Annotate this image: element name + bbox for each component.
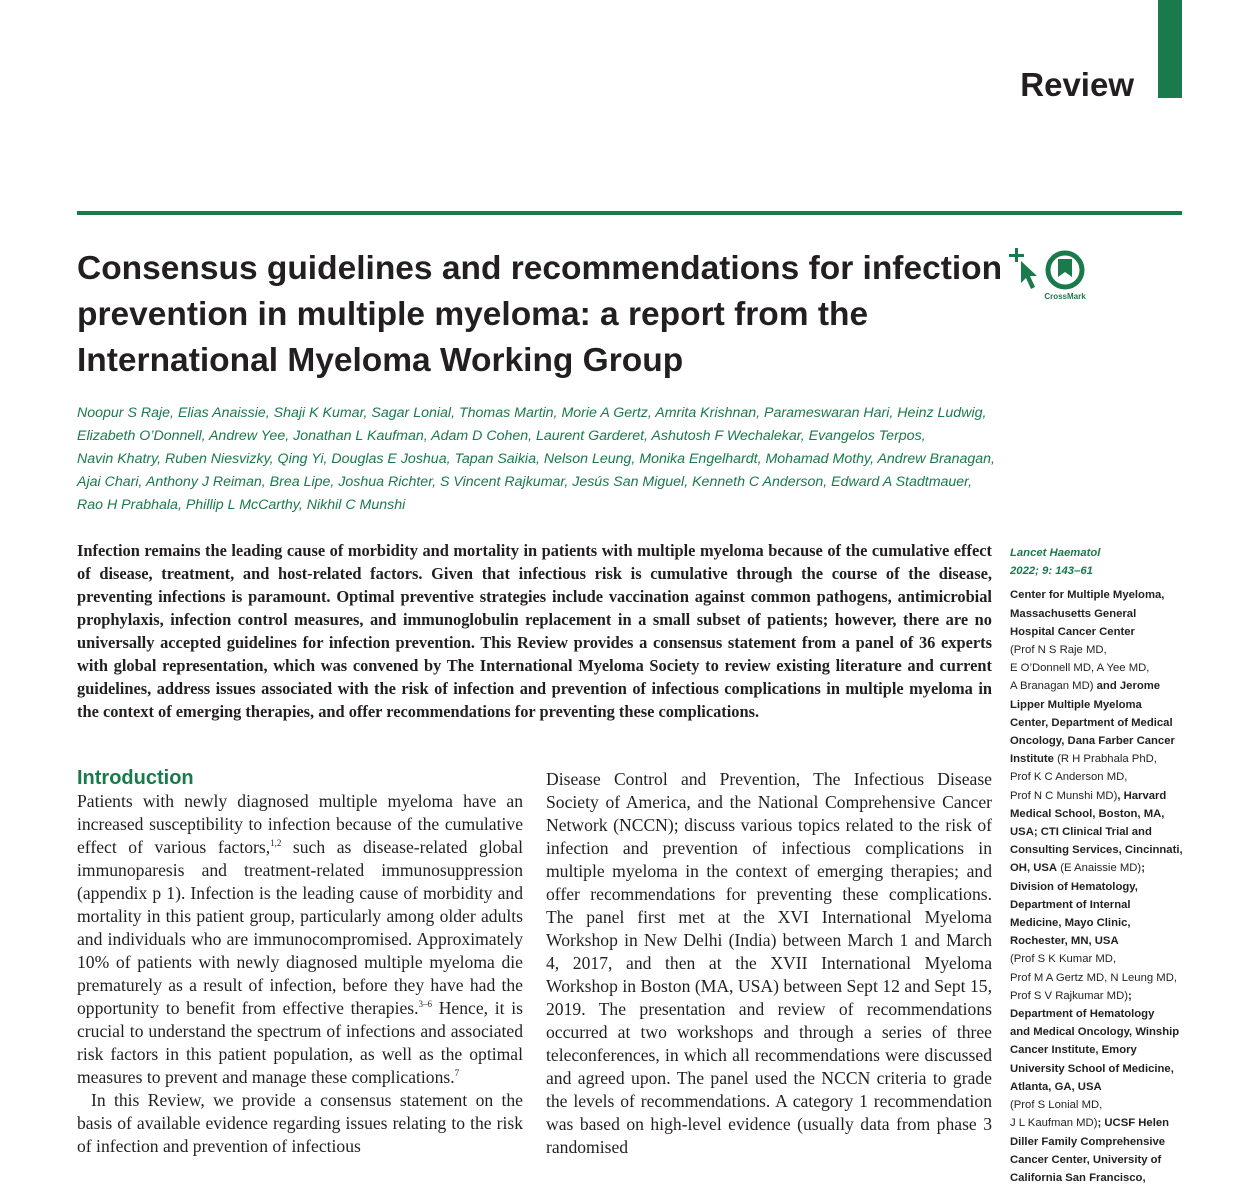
intro-paragraph-2: In this Review, we provide a consensus statement on the basis of available evidence regarding issues relating to the risk of infection and prevention of infectious — [77, 1090, 523, 1156]
affiliation-line: Cancer Institute, Emory — [1010, 1044, 1137, 1057]
reference-superscript[interactable]: 3–6 — [418, 999, 433, 1009]
affiliation-line: USA; CTI Clinical Trial and — [1010, 826, 1152, 839]
affiliation-line: Cancer Center, University of — [1010, 1153, 1162, 1166]
intro-text: Hence, it is crucial to understand the spectrum of infections and associated risk factors in this patient population, as well as the optimal measures to prevent and manage these complications. — [77, 998, 523, 1087]
affiliation-list — [1010, 586, 1188, 1187]
affiliation-line: and Medical Oncology, Winship — [1010, 1026, 1180, 1039]
affiliation-line: University School of Medicine, — [1010, 1062, 1174, 1075]
body-column-left — [77, 766, 523, 1158]
intro-paragraph-1 — [77, 790, 523, 1089]
abstract: Infection remains the leading cause of morbidity and mortality in patients with multiple myeloma because of the cumulative effect of disease, treatment, and host-related factors. Given that infectious risk is cumulative through the course of the disease, preventing infections is paramount. Optimal preventive strategies include vaccination against common pathogens, antimicrobial prophylaxis, infection control measures, and immunoglobulin replacement in a small subset of patients; however, there are no universally accepted guidelines for infection prevention. This Review provides a consensus statement from a panel of 36 experts with global representation, which was convened by The International Myeloma Society to review existing literature and current guidelines, address issues associated with the risk of infection and prevention of infectious complications in multiple myeloma in the context of emerging therapies, and offer recommendations for preventing these complications. — [77, 541, 992, 721]
affiliation-line: Division of Hematology, — [1010, 880, 1138, 893]
affiliation-line: Consulting Services, Cincinnati, — [1010, 844, 1183, 857]
author-line: Ajai Chari, Anthony J Reiman, Brea Lipe, Joshua Richter, S Vincent Rajkumar, Jesús San Miguel, Kenneth C Anderson, Edward A Stadtmauer, — [77, 474, 973, 490]
affiliation-line: Prof M A Gertz MD, N Leung MD, — [1010, 971, 1177, 984]
author-line: Noopur S Raje, Elias Anaissie, Shaji K Kumar, Sagar Lonial, Thomas Martin, Morie A Gertz, Amrita Krishnan, Parameswaran Hari, Heinz Ludwig, — [77, 405, 987, 421]
title-line-2: prevention in multiple myeloma: a report from the — [77, 296, 869, 333]
author-list — [77, 402, 997, 517]
article-title — [77, 246, 1003, 384]
citation[interactable] — [1010, 544, 1188, 580]
affiliation-line: California San Francisco, — [1010, 1171, 1146, 1184]
affiliation-line: Department of Hematology — [1010, 1008, 1155, 1021]
affiliation-line: A Branagan MD) and Jerome — [1010, 680, 1161, 693]
affiliation-line: Medical School, Boston, MA, — [1010, 807, 1165, 820]
affiliation-line: Diller Family Comprehensive — [1010, 1135, 1166, 1148]
body-paragraph: Disease Control and Prevention, The Infectious Disease Society of America, and the National Comprehensive Cancer Network (NCCN); discuss various topics related to the risk of infection and prevention of infectious complications in multiple myeloma in the context of emerging therapies; and offer recommendations for preventing these complications. The panel first met at the XVI International Myeloma Workshop in New Delhi (India) between March 1 and March 4, 2017, and then at the XVII International Myeloma Workshop in Boston (MA, USA) between Sept 12 and Sept 15, 2019. The presentation and review of recommendations occurred at two workshops and through a series of three teleconferences, in which all recommendations were discussed and agreed upon. The panel used the NCCN criteria to grade the levels of recommendations. A category 1 recommendation was based on high-level evidence (usually data from phase 3 randomised — [546, 769, 992, 1157]
affiliation-line: OH, USA (E Anaissie MD); — [1010, 862, 1145, 875]
affiliation-line: (Prof S K Kumar MD, — [1010, 953, 1117, 966]
author-line: Elizabeth O’Donnell, Andrew Yee, Jonathan L Kaufman, Adam D Cohen, Laurent Garderet, Ashutosh F Wechalekar, Evangelos Terpos, — [77, 428, 926, 444]
section-heading-introduction: Introduction — [77, 767, 194, 789]
author-line: Rao H Prabhala, Phillip L McCarthy, Nikhil C Munshi — [77, 497, 406, 513]
affiliation-line: Lipper Multiple Myeloma — [1010, 698, 1142, 711]
affiliation-line: Prof K C Anderson MD, — [1010, 771, 1128, 784]
citation-volume: 2022; 9: 143–61 — [1010, 565, 1093, 578]
author-line: Navin Khatry, Ruben Niesvizky, Qing Yi, Douglas E Joshua, Tapan Saikia, Nelson Leung, Monika Engelhardt, Mohamad Mothy, Andrew Branagan, — [77, 451, 995, 467]
affiliation-line: Center, Department of Medical — [1010, 716, 1173, 729]
title-line-3: International Myeloma Working Group — [77, 342, 684, 379]
intro-text: Patients with newly diagnosed multiple myeloma have an increased susceptibility to infection because of the cumulative effect of various factors, — [77, 791, 523, 857]
affiliation-line: Hospital Cancer Center — [1010, 625, 1135, 638]
sidebar-affiliations — [1010, 544, 1188, 1187]
section-label: Review — [1020, 66, 1134, 103]
body-column-right — [546, 768, 992, 1159]
affiliation-line: Prof S V Rajkumar MD); — [1010, 989, 1132, 1002]
affiliation-line: Medicine, Mayo Clinic, — [1010, 917, 1131, 930]
reference-superscript[interactable]: 7 — [454, 1068, 460, 1078]
affiliation-line: Department of Internal — [1010, 898, 1131, 911]
affiliation-line: (Prof N S Raje MD, — [1010, 644, 1107, 657]
title-line-1: Consensus guidelines and recommendations for infection — [77, 250, 1003, 287]
section-tab-marker — [1158, 0, 1182, 98]
affiliation-line: Atlanta, GA, USA — [1010, 1080, 1102, 1093]
affiliation-line: Massachusetts General — [1010, 607, 1137, 620]
journal-name: Lancet Haematol — [1010, 547, 1101, 559]
intro-text: such as disease-related global immunoparesis and treatment-related immunosuppression (appendix p 1). Infection is the leading cause of morbidity and mortality in this patient group, particularly among older adults and individuals who are immunocompromised. Approximately 10% of patients with newly diagnosed multiple myeloma die prematurely as a result of infection, before they have had the opportunity to benefit from effective therapies. — [77, 837, 524, 1018]
cursor-plus-icon — [1009, 248, 1037, 289]
crossmark-label: CrossMark — [1044, 292, 1086, 301]
affiliation-line: Institute (R H Prabhala PhD, — [1010, 753, 1157, 766]
header-rule — [77, 211, 1182, 215]
affiliation-line: J L Kaufman MD); UCSF Helen — [1010, 1117, 1170, 1130]
affiliation-line: Center for Multiple Myeloma, — [1010, 589, 1165, 602]
affiliation-line: (Prof S Lonial MD, — [1010, 1099, 1103, 1112]
affiliation-line: Oncology, Dana Farber Cancer — [1010, 735, 1175, 748]
affiliation-line: E O’Donnell MD, A Yee MD, — [1010, 662, 1150, 675]
affiliation-line: Rochester, MN, USA — [1010, 935, 1119, 948]
crossmark-icon[interactable] — [1007, 247, 1091, 303]
affiliation-line: Prof N C Munshi MD), Harvard — [1010, 789, 1167, 802]
reference-superscript[interactable]: 1,2 — [270, 838, 282, 848]
